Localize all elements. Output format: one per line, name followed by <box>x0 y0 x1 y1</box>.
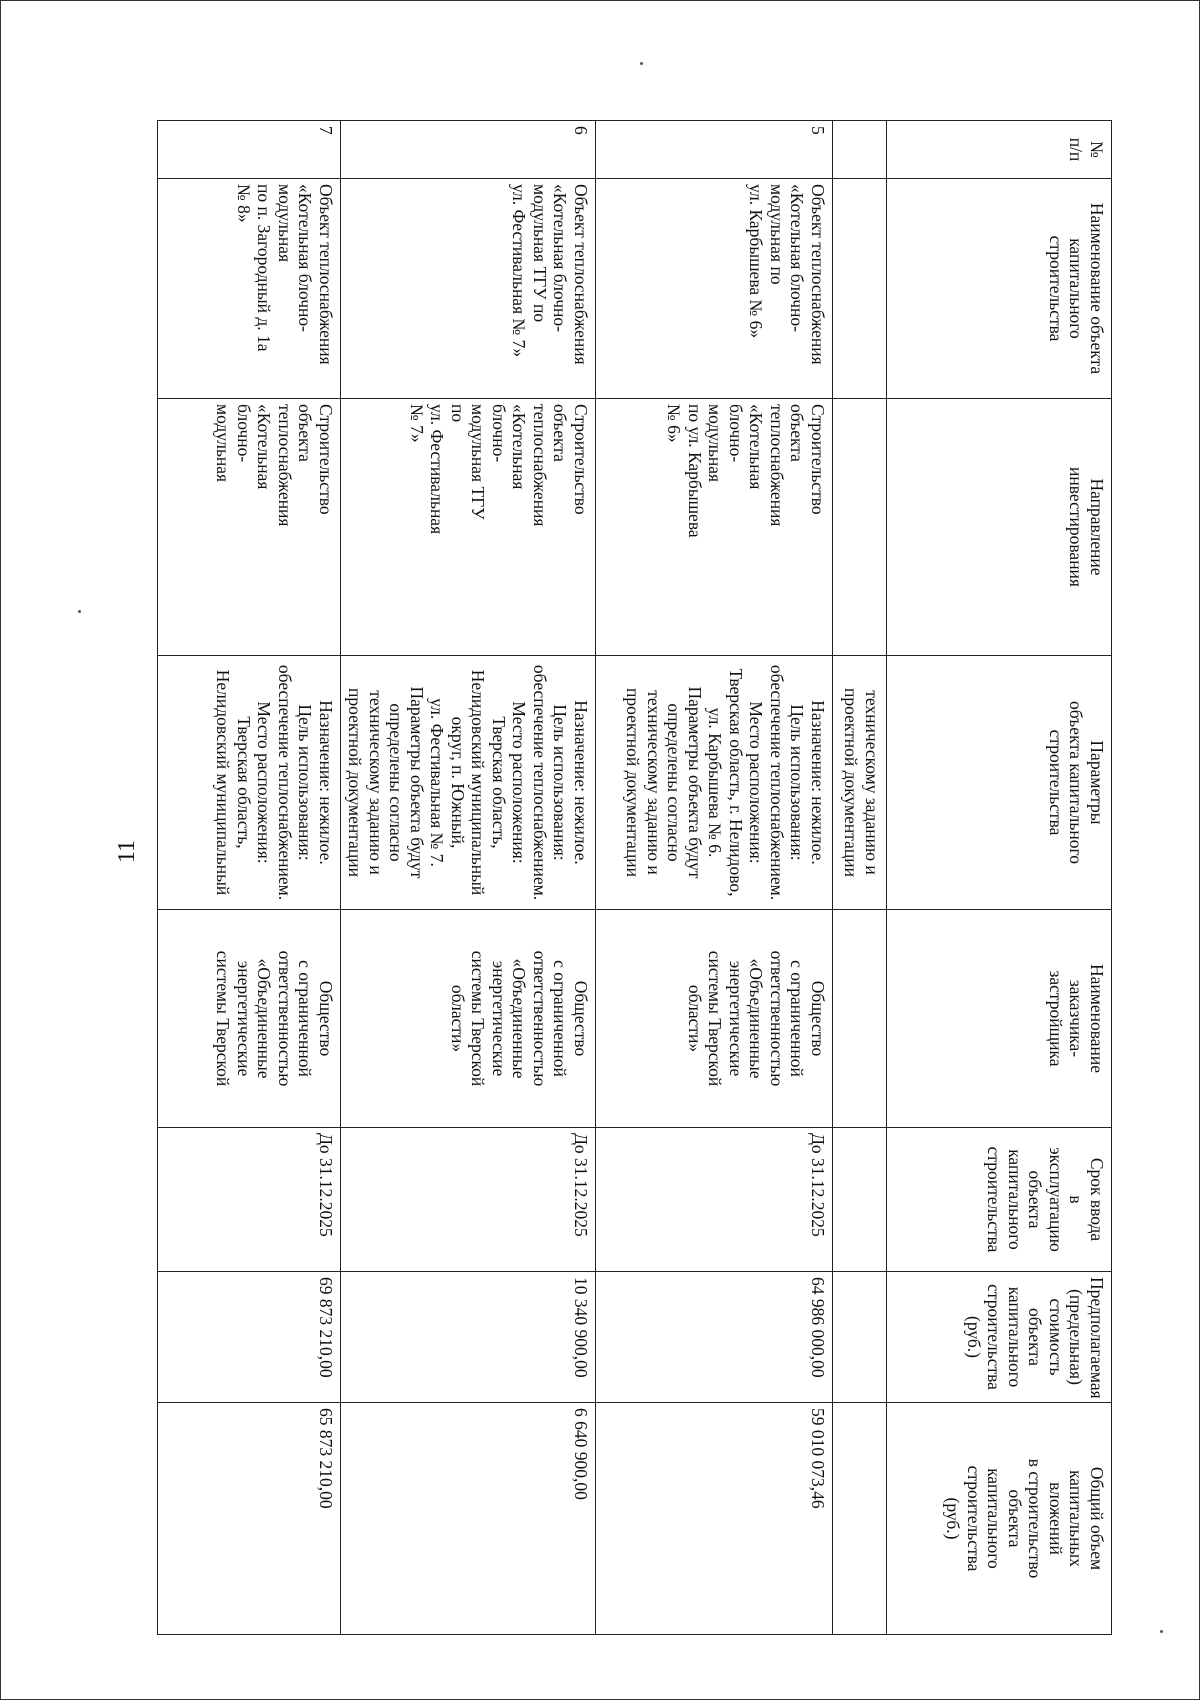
capital-construction-table <box>157 120 1112 1635</box>
cell-text-line: капитального <box>1005 1286 1025 1388</box>
cell-text-line: энергетические <box>234 960 254 1077</box>
table-row <box>596 121 833 1635</box>
cell-text-line: Общество <box>571 980 591 1057</box>
cell-text-line: Нелидовский муниципальный <box>213 669 234 896</box>
header-total <box>887 1403 1112 1635</box>
cell-text-line: объекта капитального <box>1066 701 1087 864</box>
cell-text-line: техническому заданию и <box>862 690 882 875</box>
cell-text-line: модульная <box>275 184 295 263</box>
cell-text-line: Строительство <box>571 404 591 515</box>
cell-text-line: Назначение: нежилое. <box>808 700 828 865</box>
cell-params <box>833 656 887 910</box>
cell-text-line: Предполагаемая <box>1087 1277 1107 1399</box>
cell-cost: 69 873 210,00 <box>158 1272 341 1403</box>
cell-text-line: Назначение: нежилое. <box>316 700 336 865</box>
cell-text-line: (руб.) <box>964 1316 984 1358</box>
table-row <box>158 121 341 1635</box>
cell-text-line: Цель использования: <box>787 704 808 861</box>
cell-params <box>341 656 596 910</box>
cell-text-line: «Котельная <box>254 404 275 490</box>
cell-deadline <box>833 1128 887 1272</box>
cell-text-line: техническому заданию и <box>644 690 664 875</box>
cell-customer <box>341 910 596 1128</box>
cell-name <box>158 179 341 399</box>
cell-cost <box>833 1272 887 1403</box>
cell-text-line: (руб.) <box>943 1497 964 1540</box>
cell-text-line: с ограниченной <box>787 960 808 1077</box>
cell-text-line: Место расположения: <box>746 701 767 864</box>
cell-text-line: Общество <box>316 980 336 1057</box>
cell-text-line: ответственностью <box>767 950 787 1087</box>
header-params <box>887 656 1112 910</box>
cell-text-line: системы Тверской <box>213 950 234 1087</box>
cell-cost: 64 986 000,00 <box>596 1272 833 1403</box>
cell-name <box>833 179 887 399</box>
cell-customer <box>833 910 887 1128</box>
continuation-row <box>833 121 887 1635</box>
cell-text-line: Место расположения: <box>254 701 275 864</box>
cell-text-line: проектной документации <box>345 688 366 877</box>
cell-text-line: определены согласно <box>664 703 685 862</box>
cell-text-line: Параметры объекта будут <box>685 686 705 879</box>
cell-text-line: Объект теплоснабжения <box>571 184 591 365</box>
cell-num: 5 <box>596 121 833 179</box>
cell-text-line: Цель использования: <box>550 704 571 861</box>
cell-text-line: заказчика- <box>1066 979 1087 1058</box>
cell-text-line: в строительство <box>1025 1458 1046 1579</box>
cell-text-line: капитального <box>984 1468 1005 1569</box>
table-row <box>341 121 596 1635</box>
cell-text-line: Тверская область, <box>489 716 509 849</box>
table-body <box>158 121 887 1635</box>
cell-text-line: Нелидовский муниципальный <box>468 669 489 896</box>
cell-text-line: ул. Фестивальная <box>427 404 448 535</box>
cell-text-line: блочно- <box>726 404 746 463</box>
cell-text-line: Срок ввода <box>1087 1157 1107 1242</box>
cell-text-line: Строительство <box>316 404 336 515</box>
cell-text-line: области» <box>685 984 705 1053</box>
cell-total: 65 873 210,00 <box>158 1403 341 1635</box>
cell-text-line: «Котельная <box>746 404 767 490</box>
cell-text-line: «Объединенные <box>509 958 530 1079</box>
cell-deadline: До 31.12.2025 <box>158 1128 341 1272</box>
cell-text-line: модульная <box>213 404 234 483</box>
cell-params <box>596 656 833 910</box>
cell-text-line: объекта <box>1025 1170 1046 1229</box>
cell-text-line: округ, п. Южный, <box>448 716 468 849</box>
cell-text-line: стоимость <box>1046 1298 1066 1376</box>
scan-speck <box>640 62 643 65</box>
cell-text-line: № <box>1087 141 1107 158</box>
cell-text-line: объекта <box>295 404 316 462</box>
cell-text-line: Общество <box>808 980 828 1057</box>
cell-text-line: Направление <box>1087 478 1107 576</box>
cell-text-line: «Объединенные <box>746 958 767 1079</box>
cell-text-line: обеспечение теплоснабжением. <box>767 664 787 901</box>
cell-direction <box>596 399 833 656</box>
cell-customer <box>158 910 341 1128</box>
header-direction <box>887 399 1112 656</box>
cell-text-line: по п. Загородный д. 1а <box>254 184 275 352</box>
cell-direction <box>341 399 596 656</box>
cell-text-line: теплоснабжения <box>275 404 295 527</box>
cell-text-line: Тверская область, г. Нелидово, <box>726 668 746 897</box>
cell-text-line: энергетические <box>726 960 746 1077</box>
cell-text-line: с ограниченной <box>550 960 571 1077</box>
header-deadline <box>887 1128 1112 1272</box>
cell-text-line: ул. Фестивальная № 7» <box>509 184 530 358</box>
cell-text-line: капитального <box>1005 1149 1025 1250</box>
cell-text-line: определены согласно <box>386 703 407 862</box>
cell-text-line: по ул. Карбышева <box>685 404 705 538</box>
table-header-row <box>887 121 1112 1635</box>
cell-text-line: строительства <box>964 1465 984 1572</box>
cell-text-line: проектной документации <box>841 688 862 877</box>
cell-name <box>341 179 596 399</box>
cell-text-line: «Котельная блочно- <box>295 184 316 332</box>
page-number: 11 <box>114 839 141 864</box>
cell-text-line: Наименование объекта <box>1087 202 1107 375</box>
cell-text-line: строительства <box>1046 729 1066 836</box>
header-cost <box>887 1272 1112 1403</box>
cell-text-line: области» <box>448 984 468 1053</box>
cell-text-line: (предельная) <box>1066 1289 1087 1385</box>
cell-total: 6 640 900,00 <box>341 1403 596 1635</box>
cell-text-line: в <box>1066 1195 1087 1204</box>
cell-cost: 10 340 900,00 <box>341 1272 596 1403</box>
cell-text-line: объекта <box>1025 1308 1046 1366</box>
cell-text-line: вложений <box>1046 1482 1066 1555</box>
cell-text-line: эксплуатацию <box>1046 1147 1066 1252</box>
cell-text-line: строительства <box>984 1284 1005 1390</box>
cell-text-line: по <box>448 404 468 423</box>
header-customer <box>887 910 1112 1128</box>
cell-text-line: инвестирования <box>1066 467 1087 587</box>
cell-text-line: «Котельная блочно- <box>787 184 808 332</box>
cell-text-line: обеспечение теплоснабжением. <box>275 664 295 901</box>
cell-params <box>158 656 341 910</box>
cell-text-line: Параметры <box>1087 740 1107 825</box>
cell-text-line: проектной документации <box>623 688 644 877</box>
cell-num: 7 <box>158 121 341 179</box>
cell-text-line: капитального <box>1066 238 1087 339</box>
cell-direction <box>158 399 341 656</box>
header-num <box>887 121 1112 179</box>
cell-text-line: блочно- <box>234 404 254 463</box>
cell-text-line: строительства <box>984 1146 1005 1253</box>
cell-text-line: «Котельная блочно- <box>550 184 571 332</box>
cell-text-line: обеспечение теплоснабжением. <box>530 664 550 901</box>
cell-text-line: теплоснабжения <box>767 404 787 527</box>
cell-text-line: Строительство <box>808 404 828 515</box>
cell-text-line: энергетические <box>489 960 509 1077</box>
cell-text-line: системы Тверской <box>468 950 489 1087</box>
cell-num: 6 <box>341 121 596 179</box>
cell-text-line: модульная <box>705 404 726 483</box>
cell-num <box>833 121 887 179</box>
cell-text-line: объекта <box>787 404 808 462</box>
cell-text-line: объекта <box>550 404 571 462</box>
cell-text-line: «Котельная <box>509 404 530 490</box>
cell-text-line: теплоснабжения <box>530 404 550 527</box>
cell-text-line: № 8» <box>234 184 254 223</box>
cell-text-line: модульная ТГУ <box>468 404 489 520</box>
scan-speck <box>1160 1630 1163 1633</box>
cell-text-line: техническому заданию и <box>366 690 386 875</box>
cell-text-line: ул. Карбышева № 6. <box>705 707 726 858</box>
cell-text-line: модульная ТГУ по <box>530 184 550 323</box>
cell-text-line: «Объединенные <box>254 958 275 1079</box>
cell-customer <box>596 910 833 1128</box>
cell-text-line: капитальных <box>1066 1470 1087 1567</box>
cell-total <box>833 1403 887 1635</box>
cell-text-line: п/п <box>1066 137 1087 162</box>
cell-text-line: блочно- <box>489 404 509 463</box>
cell-text-line: № 7» <box>407 404 427 443</box>
cell-text-line: Цель использования: <box>295 704 316 861</box>
cell-text-line: строительства <box>1046 235 1066 342</box>
header-object-name <box>887 179 1112 399</box>
cell-text-line: Тверская область, <box>234 716 254 849</box>
scan-speck <box>78 610 81 613</box>
cell-deadline: До 31.12.2025 <box>341 1128 596 1272</box>
cell-text-line: ул. Фестивальная № 7. <box>427 698 448 867</box>
cell-text-line: ул. Карбышева № 6» <box>746 184 767 339</box>
cell-deadline: До 31.12.2025 <box>596 1128 833 1272</box>
cell-text-line: ответственностью <box>530 950 550 1087</box>
cell-text-line: Объект теплоснабжения <box>316 184 336 365</box>
cell-total: 59 010 073,46 <box>596 1403 833 1635</box>
cell-text-line: Параметры объекта будут <box>407 686 427 879</box>
cell-text-line: Общий объем <box>1087 1466 1107 1571</box>
cell-text-line: Назначение: нежилое. <box>571 700 591 865</box>
cell-text-line: Место расположения: <box>509 701 530 864</box>
rotated-table-container <box>176 120 1112 1634</box>
cell-text-line: системы Тверской <box>705 950 726 1087</box>
cell-text-line: Объект теплоснабжения <box>808 184 828 365</box>
cell-text-line: Наименование <box>1087 963 1107 1074</box>
cell-text-line: с ограниченной <box>295 960 316 1077</box>
cell-text-line: объекта <box>1005 1489 1025 1548</box>
cell-text-line: № 6» <box>664 404 685 443</box>
cell-text-line: модульная по <box>767 184 787 285</box>
cell-text-line: застройщика <box>1046 970 1066 1067</box>
cell-direction <box>833 399 887 656</box>
cell-name <box>596 179 833 399</box>
cell-text-line: ответственностью <box>275 950 295 1087</box>
